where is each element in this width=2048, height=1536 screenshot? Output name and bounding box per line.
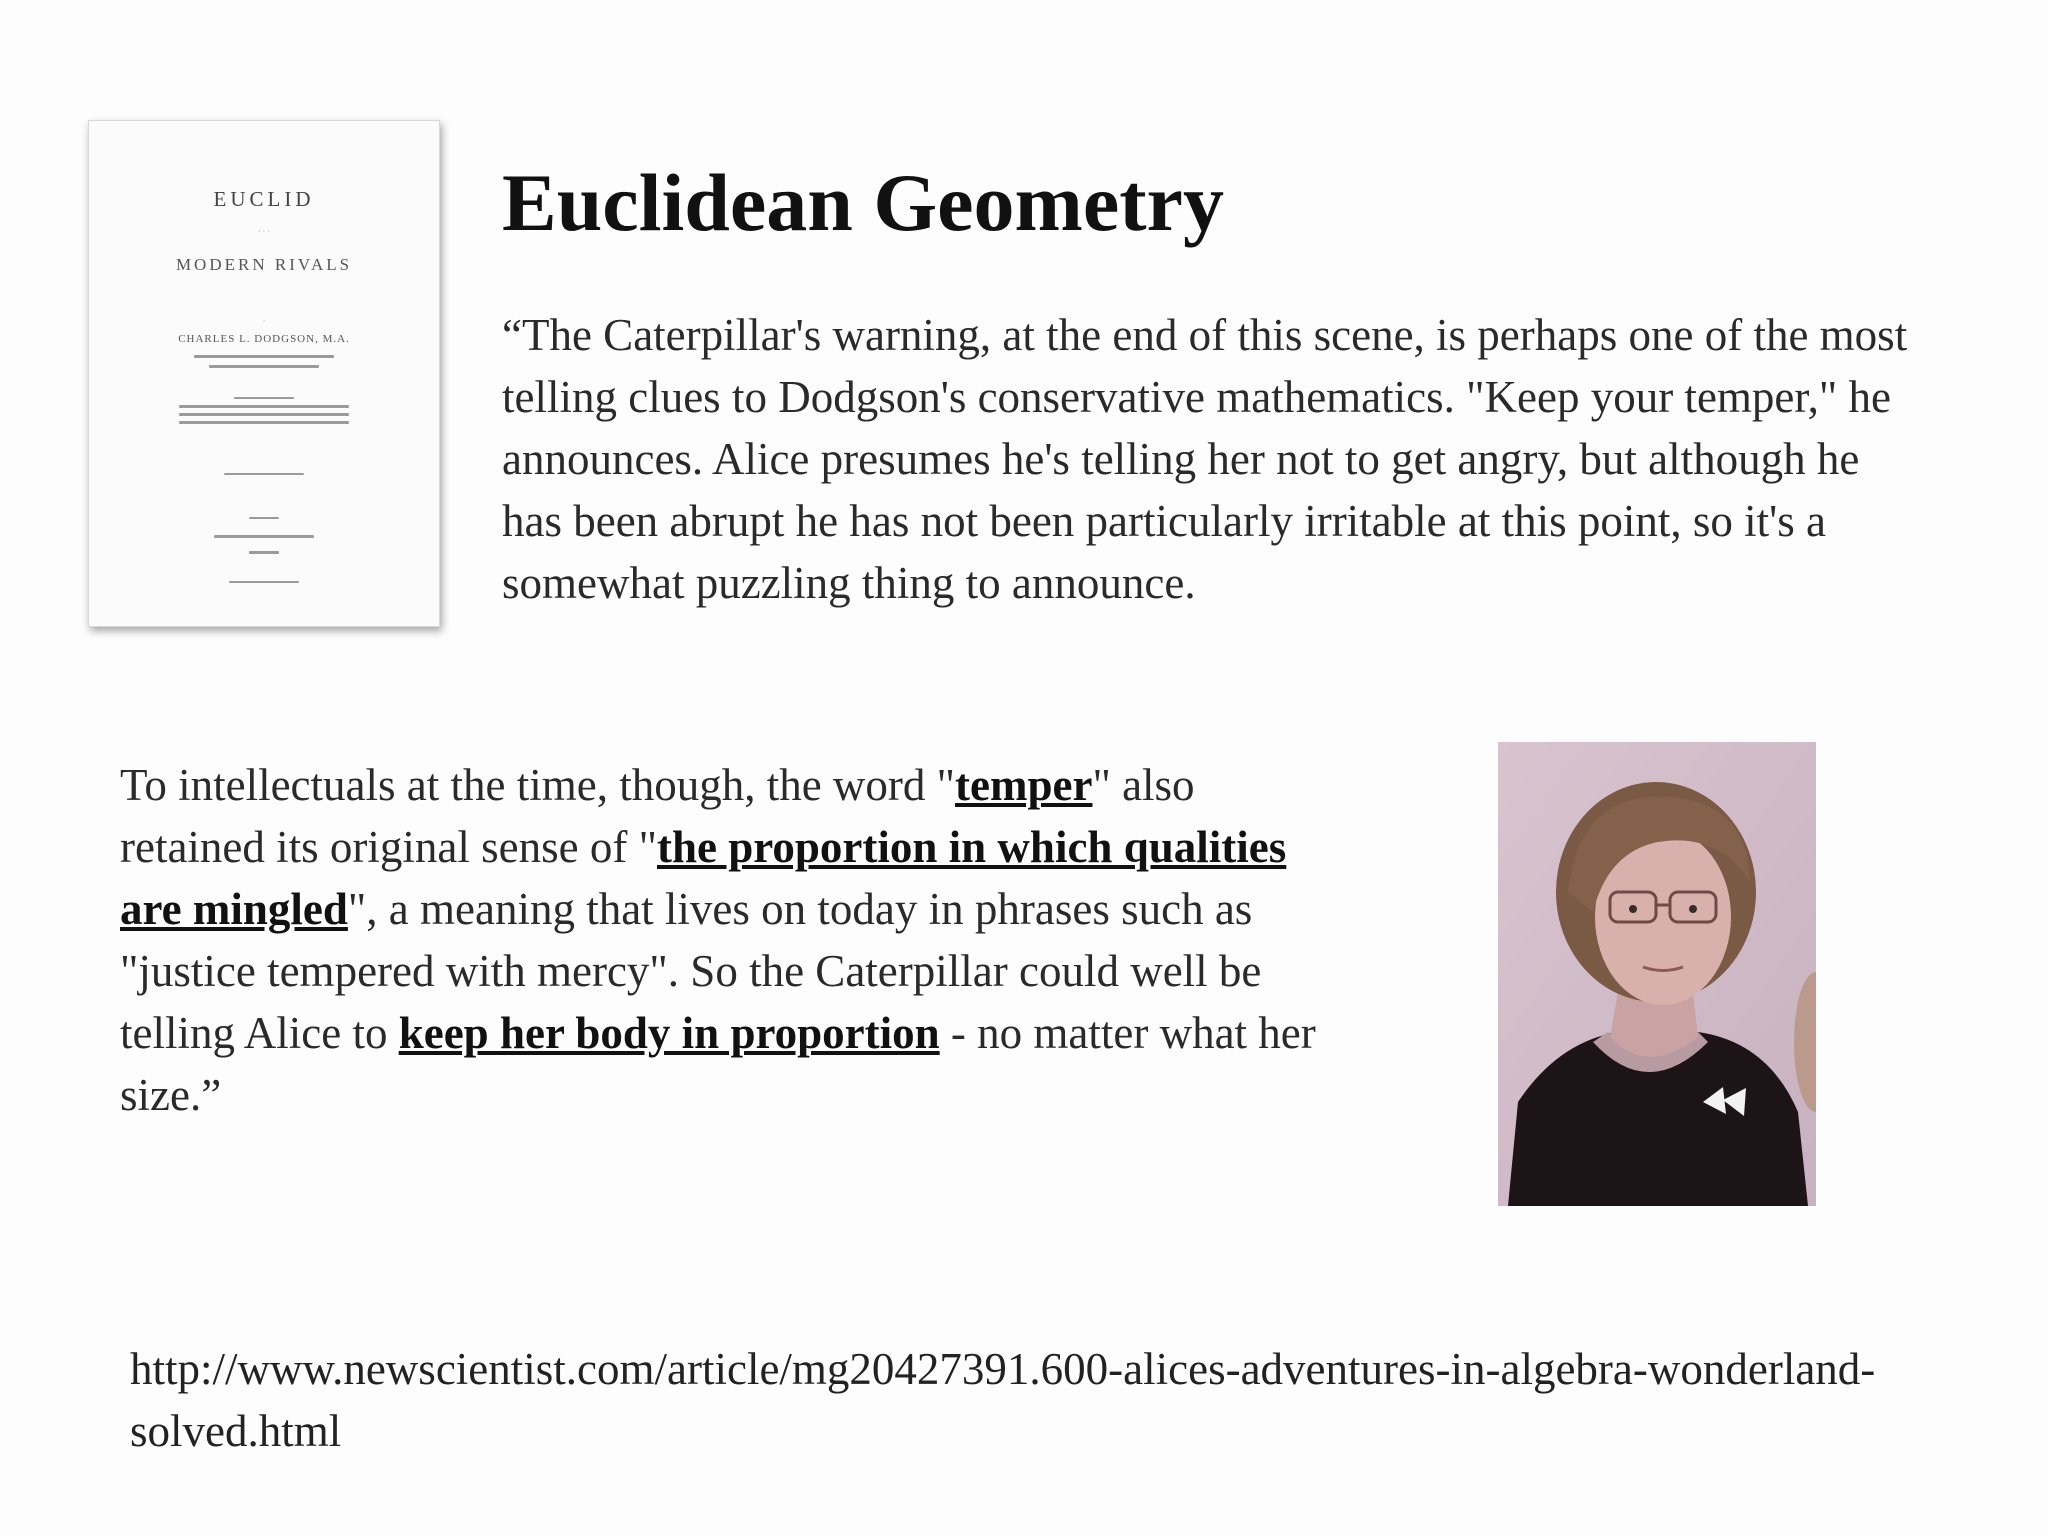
slide-title: Euclidean Geometry — [502, 157, 1224, 248]
quote-paragraph: “The Caterpillar's warning, at the end of this scene, is perhaps one of the most telling clues to Dodgson's conservative mathematics. "Keep your temper," he announces. Alice presumes he's telling her not to get angry, but although he has been abrupt he has not been particularly irritable at this point, so it's a somewhat puzzling thing to announce. — [502, 310, 1908, 608]
book-fine-print — [249, 517, 279, 519]
text-run: - no matter what her size.” — [120, 1008, 1316, 1120]
book-fine-print — [249, 551, 279, 554]
portrait-illustration — [1498, 742, 1816, 1206]
emphasis-proportion: the proportion in which qualities are mingled — [120, 822, 1287, 934]
book-title-line1: EUCLID — [213, 187, 315, 211]
book-small-text: · · · — [258, 227, 270, 236]
book-fine-print — [194, 355, 334, 358]
book-fine-print — [209, 365, 319, 368]
portrait-photo — [1498, 742, 1816, 1206]
source-url: http://www.newscientist.com/article/mg20427391.600-alices-adventures-in-algebra-wonderland-solved.html — [130, 1344, 1876, 1456]
text-run: To intellectuals at the time, though, the word " — [120, 760, 956, 810]
text-run: " also retained its original sense of " — [120, 760, 1195, 872]
book-small-text: · — [262, 317, 266, 325]
book-fine-print — [214, 535, 314, 538]
book-cover-image — [88, 120, 440, 627]
emphasis-temper: temper — [955, 760, 1093, 810]
emphasis-keep-body: keep her body in proportion — [398, 1008, 940, 1058]
book-fine-print — [224, 473, 304, 475]
book-author: CHARLES L. DODGSON, M.A. — [178, 333, 350, 345]
book-fine-print — [179, 413, 349, 416]
book-title-line2: MODERN RIVALS — [175, 255, 353, 274]
book-fine-print — [229, 581, 299, 583]
book-fine-print — [179, 421, 349, 424]
text-run: ", a meaning that lives on today in phrases such as "justice tempered with mercy". So the Caterpillar could well be telling Alice to — [120, 884, 1262, 1058]
explanation-paragraph — [120, 754, 1350, 1126]
book-fine-print — [179, 405, 349, 408]
book-fine-print — [234, 397, 294, 399]
